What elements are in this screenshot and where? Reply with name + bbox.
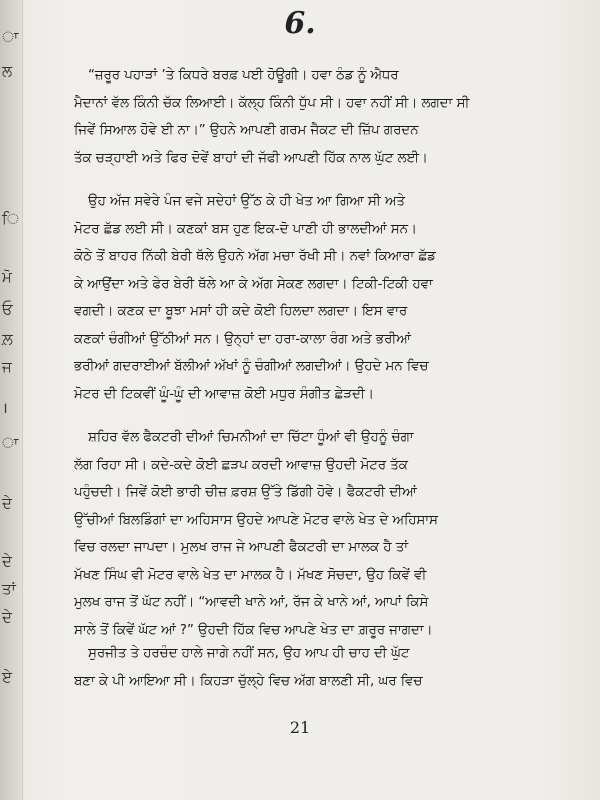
text-line: ਮੱਖਣ ਸਿੰਘ ਵੀ ਮੋਟਰ ਵਾਲੇ ਖੇਤ ਦਾ ਮਾਲਕ ਹੈ। ਮੱਖਣ ਸੋਚਦਾ, ਉਹ ਕਿਵੇਂ ਵੀ [74,567,427,583]
text-line: ਸ਼ਹਿਰ ਵੱਲ ਫੈਕਟਰੀ ਦੀਆਂ ਚਿਮਨੀਆਂ ਦਾ ਚਿੱਟਾ ਧੂੰਆਂ ਵੀ ਉਹਨੂੰ ਚੰਗਾ [88,430,414,445]
edge-fragment: ਦੇ [2,608,12,626]
edge-fragment: ਦੇ [2,552,12,570]
text-line: ਭਰੀਆਂ ਗਦਰਾਈਆਂ ਬੱਲੀਆਂ ਅੱਖਾਂ ਨੂੰ ਚੰਗੀਆਂ ਲਗਦੀਆਂ। ਉਹਦੇ ਮਨ ਵਿਚ [74,359,429,374]
edge-fragment: ਜ [2,358,12,376]
text-line: ਮੋਟਰ ਛੱਡ ਲਈ ਸੀ। ਕਣਕਾਂ ਬਸ ਹੁਣ ਇਕ-ਦੋ ਪਾਣੀ ਹੀ ਭਾਲਦੀਆਂ ਸਨ। [74,221,417,237]
text-line: ਤੱਕ ਚੜ੍ਹਾਈ ਅਤੇ ਫਿਰ ਦੋਵੇਂ ਬਾਹਾਂ ਦੀ ਜੱਫੀ ਆਪਣੀ ਹਿੱਕ ਨਾਲ ਘੁੱਟ ਲਈ। [74,150,428,166]
page-number: 21 [289,718,311,737]
text-line: ਲੱਗ ਰਿਹਾ ਸੀ। ਕਦੇ-ਕਦੇ ਕੋਈ ਛੜਪ ਕਰਦੀ ਆਵਾਜ਼ ਉਹਦੀ ਮੋਟਰ ਤੱਕ [74,457,408,473]
edge-fragment: ਏ [2,668,12,686]
edge-fragment: ਿ [2,210,19,228]
edge-fragment: ਲ਼ [2,330,13,348]
text-line: ਮੈਦਾਨਾਂ ਵੱਲ ਕਿੰਨੀ ਚੱਕ ਲਿਆਈ। ਕੱਲ੍ਹ ਕਿੰਨੀ ਧੁੱਪ ਸੀ। ਹਵਾ ਨਹੀਂ ਸੀ। ਲਗਦਾ ਸੀ [74,95,470,111]
text-line: ਬਣਾ ਕੇ ਪੀ ਆਇਆ ਸੀ। ਕਿਹੜਾ ਚੁੱਲ੍ਹੇ ਵਿਚ ਅੱਗ ਬਾਲਣੀ ਸੀ, ਘਰ ਵਿਚ [74,673,423,689]
text-line: ਪਹੁੰਚਦੀ। ਜਿਵੇਂ ਕੋਈ ਭਾਰੀ ਚੀਜ਼ ਫ਼ਰਸ਼ ਉੱਤੇ ਡਿੱਗੀ ਹੋਵੇ। ਫੈਕਟਰੀ ਦੀਆਂ [74,485,417,500]
text-line: ਮੁਲਖ ਰਾਜ ਤੋਂ ਘੱਟ ਨਹੀਂ। “ਆਵਦੀ ਖਾਨੇ ਆਂ, ਰੱਜ ਕੇ ਖਾਨੇ ਆਂ, ਆਪਾਂ ਕਿਸੇ [74,595,429,610]
paragraph-1 [74,62,584,172]
edge-fragment: ਾ [2,434,19,452]
text-line: ਵਿਚ ਰਲਦਾ ਜਾਪਦਾ। ਮੁਲਖ ਰਾਜ ਜੇ ਆਪਣੀ ਫੈਕਟਰੀ ਦਾ ਮਾਲਕ ਹੈ ਤਾਂ [74,540,408,555]
edge-fragment: । [2,399,8,417]
edge-fragment: ਮੋ [2,268,12,286]
text-line: ਵਗਦੀ। ਕਣਕ ਦਾ ਬੂਝਾ ਮਸਾਂ ਹੀ ਕਦੇ ਕੋਈ ਹਿਲਦਾ ਲਗਦਾ। ਇਸ ਵਾਰ [74,304,408,319]
text-line: ਮੋਟਰ ਦੀ ਟਿਕਵੀਂ ਘੂੰ-ਘੂੰ ਦੀ ਆਵਾਜ਼ ਕੋਈ ਮਧੁਰ ਸੰਗੀਤ ਛੇੜਦੀ। [74,386,374,402]
text-line: “ਜ਼ਰੂਰ ਪਹਾੜਾਂ ’ਤੇ ਕਿਧਰੇ ਬਰਫ਼ ਪਈ ਹੋਊਗੀ। ਹਵਾ ਠੰਡ ਨੂੰ ਐਧਰ [88,68,399,83]
text-line: ਜਿਵੇਂ ਸਿਆਲ ਹੋਵੇ ਈ ਨਾ।” ਉਹਨੇ ਆਪਣੀ ਗਰਮ ਜੈਕਟ ਦੀ ਜ਼ਿੱਪ ਗਰਦਨ [74,123,419,138]
text-line: ਉੱਚੀਆਂ ਬਿਲਡਿੰਗਾਂ ਦਾ ਅਹਿਸਾਸ ਉਹਦੇ ਆਪਣੇ ਮੋਟਰ ਵਾਲੇ ਖੇਤ ਦੇ ਅਹਿਸਾਸ [74,512,438,528]
text-line: ਉਹ ਅੱਜ ਸਵੇਰੇ ਪੰਜ ਵਜੇ ਸਦੇਹਾਂ ਉੱਠ ਕੇ ਹੀ ਖੇਤ ਆ ਗਿਆ ਸੀ ਅਤੇ [88,194,405,209]
edge-fragment: ਦੇ [2,494,12,512]
edge-fragment: ਤਾਂ [2,580,16,598]
chapter-number: 6. [284,6,316,41]
text-line: ਕੇ ਆਉਂਦਾ ਅਤੇ ਫੇਰ ਬੇਰੀ ਥੱਲੇ ਆ ਕੇ ਅੱਗ ਸੇਕਣ ਲਗਦਾ। ਟਿਕੀ-ਟਿਕੀ ਹਵਾ [74,276,433,292]
paragraph-3 [74,424,584,644]
paragraph-2 [74,188,584,408]
edge-fragment: ਓ [2,300,13,318]
text-line: ਸੁਰਜੀਤ ਤੇ ਹਰਚੰਦ ਹਾਲੇ ਜਾਗੇ ਨਹੀਂ ਸਨ, ਉਹ ਆਪ ਹੀ ਚਾਹ ਦੀ ਘੁੱਟ [88,646,410,661]
edge-fragment: ਲ [2,62,13,80]
edge-fragment: ਾ [2,28,19,46]
adjacent-page-edge [0,0,23,800]
paragraph-4 [74,640,584,695]
text-line: ਕੋਠੇ ਤੋਂ ਬਾਹਰ ਨਿੱਕੀ ਬੇਰੀ ਥੱਲੇ ਉਹਨੇ ਅੱਗ ਮਚਾ ਰੱਖੀ ਸੀ। ਨਵਾਂ ਕਿਆਰਾ ਛੱਡ [74,249,436,264]
text-line: ਕਣਕਾਂ ਚੰਗੀਆਂ ਉੱਠੀਆਂ ਸਨ। ਉਨ੍ਹਾਂ ਦਾ ਹਰਾ-ਕਾਲਾ ਰੰਗ ਅਤੇ ਭਰੀਆਂ [74,331,411,347]
text-line: ਸਾਲੇ ਤੋਂ ਕਿਵੇਂ ਘੱਟ ਆਂ ?” ਉਹਦੀ ਹਿੱਕ ਵਿਚ ਆਪਣੇ ਖੇਤ ਦਾ ਗ਼ਰੂਰ ਜਾਗਦਾ। [74,622,433,638]
